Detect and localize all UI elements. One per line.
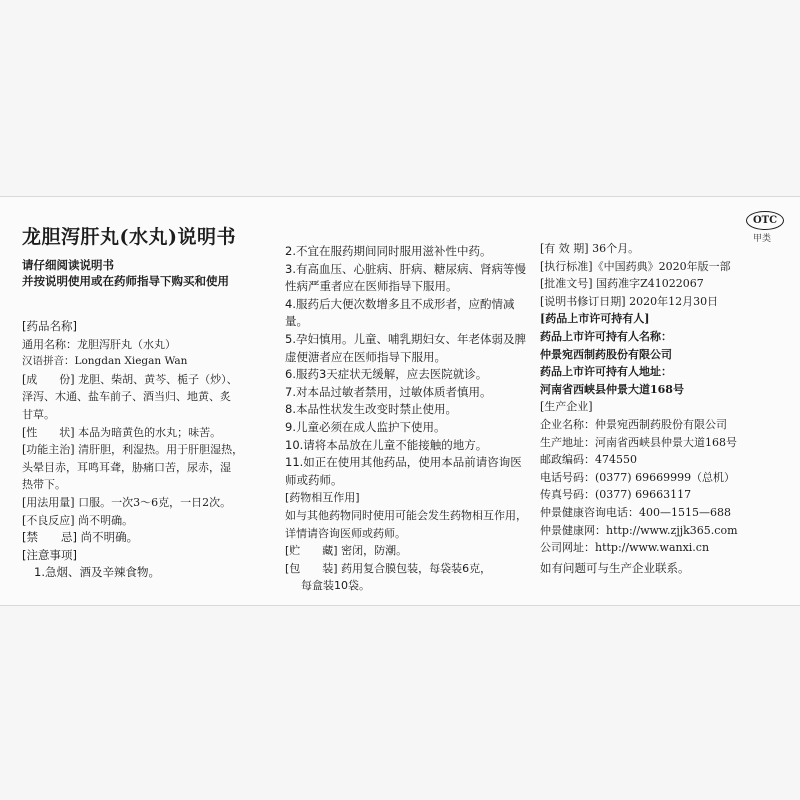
character: [性 状] 本品为暗黄色的水丸；味苦。 xyxy=(22,425,222,439)
pinyin-name: 汉语拼音：Longdan Xiegan Wan xyxy=(22,355,188,368)
postcode: 邮政编码：474550 xyxy=(540,453,637,467)
holder-address: 河南省西峡县仲景大道168号 xyxy=(540,382,684,396)
holder-address-label: 药品上市许可持有人地址： xyxy=(540,365,672,379)
package-line-1: [包 装] 药用复合膜包装，每袋装6克， xyxy=(285,561,492,575)
otc-badge: OTC xyxy=(746,211,784,230)
indications-line-3: 热带下。 xyxy=(22,478,66,492)
precaution-item-4: 4.服药后大便次数增多且不成形者，应酌情减量。 xyxy=(285,296,515,329)
indications-line-1: [功能主治] 清肝胆，利湿热。用于肝胆湿热， xyxy=(22,443,244,457)
precaution-item-8: 8.本品性状发生改变时禁止使用。 xyxy=(285,402,457,417)
ingredients-line-2: 泽泻、木通、盐车前子、酒当归、地黄、炙 xyxy=(22,390,231,404)
holder-name-label: 药品上市许可持有人名称： xyxy=(540,329,672,343)
indications-line-2: 头晕目赤，耳鸣耳聋，胁痛口苦，尿赤，湿 xyxy=(22,460,231,474)
producer-name: 企业名称：仲景宛西制药股份有限公司 xyxy=(540,417,727,431)
contraindications: [禁 忌] 尚不明确。 xyxy=(22,530,139,545)
precaution-item-5: 5.孕妇慎用。儿童、哺乳期妇女、年老体弱及脾虚便溏者应在医师指导下服用。 xyxy=(285,331,526,364)
precaution-item-9: 9.儿童必须在成人监护下使用。 xyxy=(285,419,446,434)
revision-date: [说明书修订日期] 2020年12月30日 xyxy=(540,294,719,308)
otc-class-label: 甲类 xyxy=(753,234,772,244)
contact-note: 如有问题可与生产企业联系。 xyxy=(540,560,690,575)
holder-name: 仲景宛西制药股份有限公司 xyxy=(540,347,672,361)
ingredients-line-3: 甘草。 xyxy=(22,407,55,421)
drug-name-header: [药品名称] xyxy=(22,319,77,333)
health-website: 仲景健康网：http://www.zjjk365.com xyxy=(540,523,738,537)
approval-number: [批准文号] 国药准字Z41022067 xyxy=(540,277,704,291)
intro-line-2: 并按说明使用或在药师指导下购买和使用 xyxy=(22,274,229,288)
precaution-item-7: 7.对本品过敏者禁用，过敏体质者慎用。 xyxy=(285,384,492,399)
package-line-2: 每盒装10袋。 xyxy=(301,579,370,593)
precaution-item-11: 11.如正在使用其他药品，使用本品前请咨询医师或药师。 xyxy=(285,455,522,487)
column-3 xyxy=(540,240,780,577)
precaution-item-1: 1.急烟、酒及辛辣食物。 xyxy=(34,565,160,580)
health-hotline: 仲景健康咨询电话：400—1515—688 xyxy=(540,505,731,519)
phone-number: 电话号码：(0377) 69669999（总机） xyxy=(540,470,736,484)
producer-address: 生产地址：河南省西峡县仲景大道168号 xyxy=(540,435,737,449)
precaution-item-10: 10.请将本品放在儿童不能接触的地方。 xyxy=(285,437,488,452)
interaction-header: [药物相互作用] xyxy=(285,491,360,505)
producer-header: [生产企业] xyxy=(540,400,593,414)
precautions-header: [注意事项] xyxy=(22,547,77,562)
fax-number: 传真号码：(0377) 69663117 xyxy=(540,488,692,502)
precaution-item-2: 2.不宜在服药期间同时服用滋补性中药。 xyxy=(285,244,492,258)
adverse-reactions: [不良反应] 尚不明确。 xyxy=(22,513,134,527)
validity: [有 效 期] 36个月。 xyxy=(540,242,640,255)
company-website: 公司网址：http://www.wanxi.cn xyxy=(540,541,710,555)
intro-line-1: 请仔细阅读说明书 xyxy=(22,258,114,272)
precaution-item-6: 6.服药3天症状无缓解，应去医院就诊。 xyxy=(285,367,488,382)
column-1 xyxy=(22,318,268,582)
common-name: 通用名称：龙胆泻肝丸（水丸） xyxy=(22,337,176,351)
leaflet-title: 龙胆泻肝丸(水丸)说明书 xyxy=(22,226,236,248)
holder-header: [药品上市许可持有人] xyxy=(540,312,650,326)
precaution-item-3: 3.有高血压、心脏病、肝病、糖尿病、肾病等慢性病严重者应在医师指导下服用。 xyxy=(285,261,526,294)
storage: [贮 藏] 密闭，防潮。 xyxy=(285,544,408,558)
ingredients-line-1: [成 份] 龙胆、柴胡、黄芩、栀子（炒）、 xyxy=(22,372,238,386)
standard: [执行标准]《中国药典》2020年版一部 xyxy=(540,259,731,273)
interaction-text: 如与其他药物同时使用可能会发生药物相互作用，详情请咨询医师或药师。 xyxy=(285,508,527,540)
column-2 xyxy=(285,243,529,595)
dosage: [用法用量] 口服。一次3～6克，一日2次。 xyxy=(22,495,232,509)
